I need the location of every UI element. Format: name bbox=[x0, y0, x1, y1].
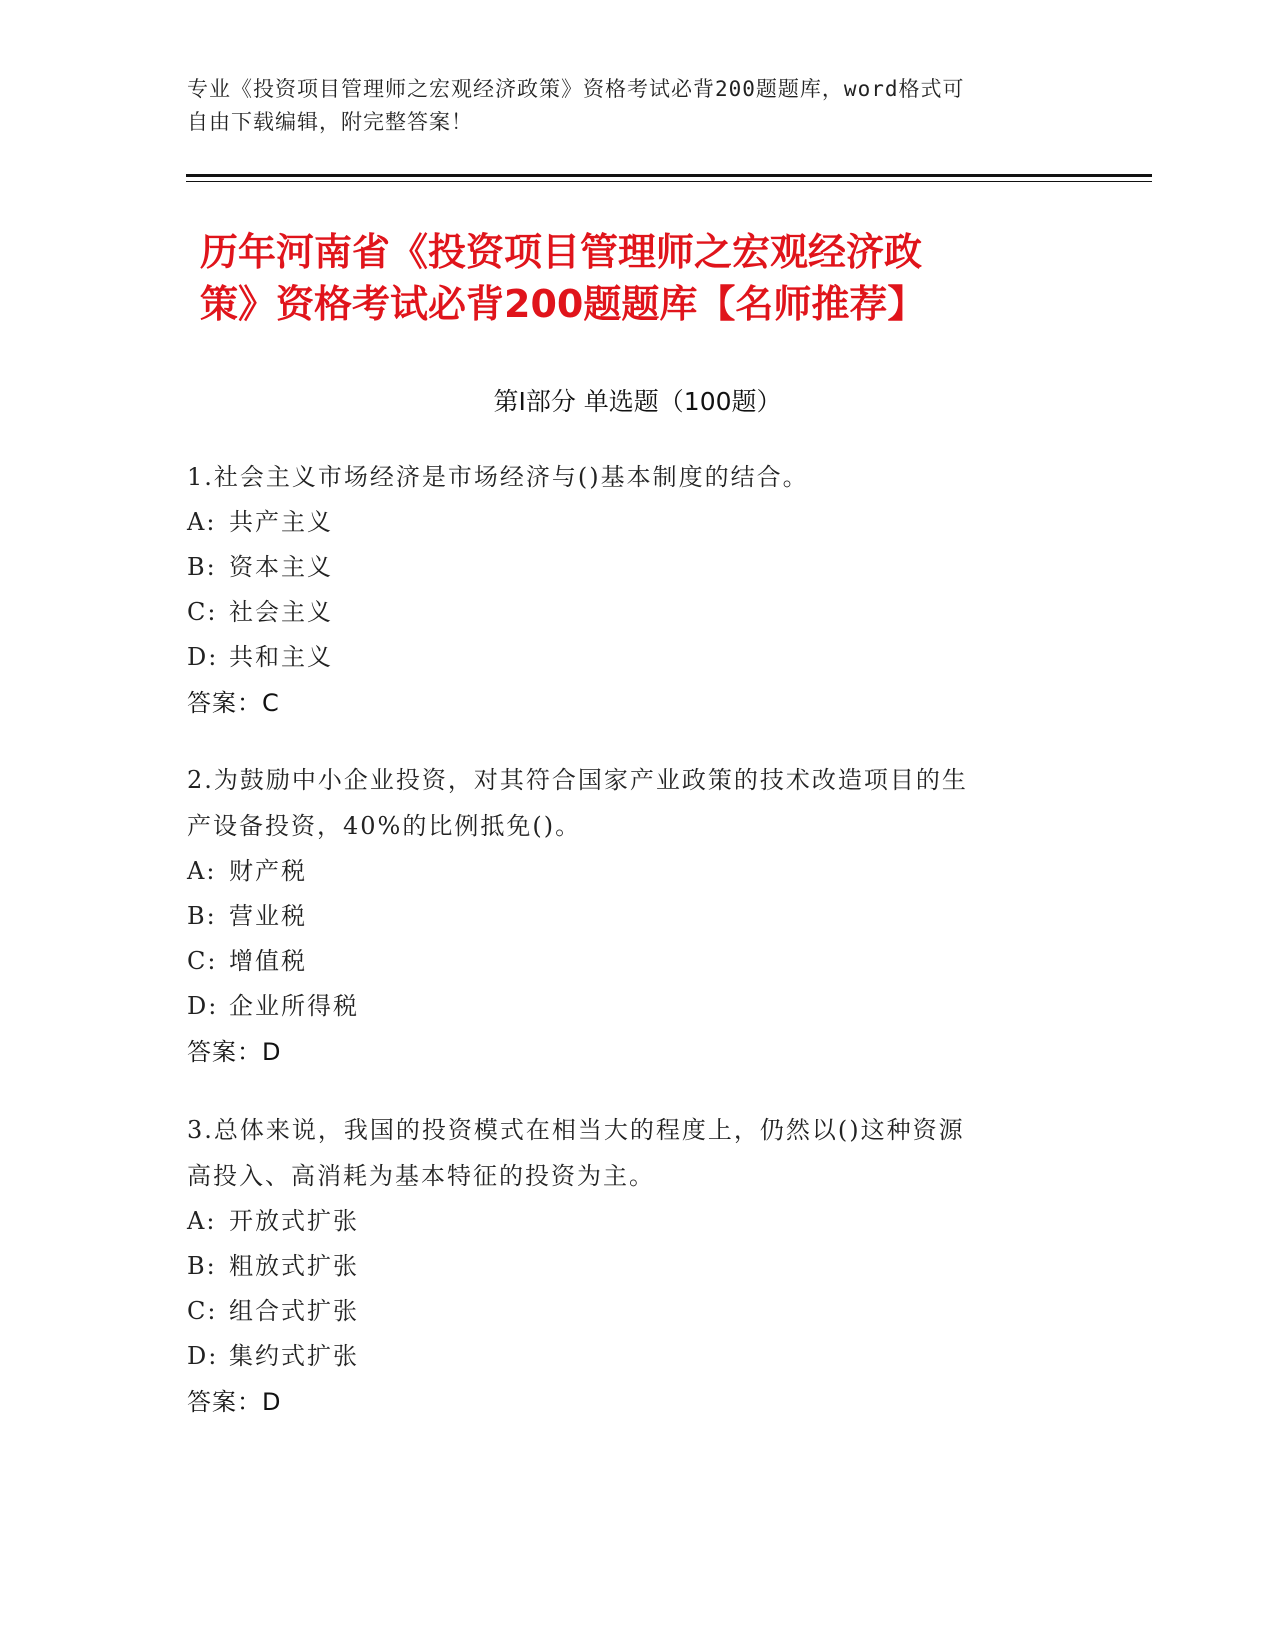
option-letter: B: bbox=[187, 553, 217, 581]
question-stem-line-1: 3.总体来说，我国的投资模式在相当大的程度上，仍然以()这种资源 bbox=[187, 1116, 965, 1144]
option-text: 增值税 bbox=[229, 947, 307, 975]
option-text: 开放式扩张 bbox=[229, 1207, 359, 1235]
option-a bbox=[187, 1199, 1067, 1244]
answer-label: 答案：D bbox=[187, 1038, 282, 1066]
option-c bbox=[187, 1289, 1067, 1334]
option-letter: D: bbox=[187, 992, 219, 1020]
option-c bbox=[187, 590, 1067, 635]
option-text: 财产税 bbox=[229, 857, 307, 885]
answer-label: 答案：C bbox=[187, 689, 280, 717]
option-letter: A: bbox=[187, 857, 217, 885]
question-stem-line-1: 2.为鼓励中小企业投资，对其符合国家产业政策的技术改造项目的生 bbox=[187, 766, 968, 794]
option-letter: A: bbox=[187, 1207, 217, 1235]
option-text: 组合式扩张 bbox=[229, 1297, 359, 1325]
question-1 bbox=[187, 454, 1067, 726]
option-letter: B: bbox=[187, 902, 217, 930]
option-d bbox=[187, 1334, 1067, 1379]
document-title bbox=[200, 226, 1080, 330]
option-letter: D: bbox=[187, 1342, 219, 1370]
question-stem-line-2: 高投入、高消耗为基本特征的投资为主。 bbox=[187, 1162, 655, 1190]
title-line-1: 历年河南省《投资项目管理师之宏观经济政 bbox=[200, 230, 923, 274]
section-heading: 第Ⅰ部分 单选题（100题） bbox=[493, 387, 782, 416]
title-line-2: 策》资格考试必背200题题库【名师推荐】 bbox=[200, 282, 926, 326]
option-d bbox=[187, 635, 1067, 680]
option-text: 企业所得税 bbox=[229, 992, 359, 1020]
option-letter: C: bbox=[187, 947, 218, 975]
answer-label: 答案：D bbox=[187, 1388, 282, 1416]
option-text: 营业税 bbox=[229, 902, 307, 930]
option-text: 共和主义 bbox=[229, 643, 333, 671]
header-divider-thin bbox=[186, 181, 1152, 182]
option-text: 粗放式扩张 bbox=[229, 1252, 359, 1280]
question-2 bbox=[187, 757, 1067, 1075]
header-line-2: 自由下载编辑，附完整答案！ bbox=[187, 110, 473, 134]
option-b bbox=[187, 894, 1067, 939]
option-text: 资本主义 bbox=[229, 553, 333, 581]
option-d bbox=[187, 984, 1067, 1029]
option-letter: B: bbox=[187, 1252, 217, 1280]
option-a bbox=[187, 500, 1067, 545]
option-c bbox=[187, 939, 1067, 984]
question-3 bbox=[187, 1107, 1067, 1425]
option-letter: D: bbox=[187, 643, 219, 671]
question-stem-line-2: 产设备投资，40%的比例抵免()。 bbox=[187, 812, 582, 840]
option-b bbox=[187, 1244, 1067, 1289]
header-line-1: 专业《投资项目管理师之宏观经济政策》资格考试必背200题题库，word格式可 bbox=[187, 77, 965, 101]
option-a bbox=[187, 849, 1067, 894]
header-divider-thick bbox=[186, 174, 1152, 177]
option-letter: A: bbox=[187, 508, 217, 536]
option-text: 共产主义 bbox=[229, 508, 333, 536]
option-text: 社会主义 bbox=[229, 598, 333, 626]
option-letter: C: bbox=[187, 598, 218, 626]
option-text: 集约式扩张 bbox=[229, 1342, 359, 1370]
option-letter: C: bbox=[187, 1297, 218, 1325]
document-header bbox=[187, 73, 1067, 139]
option-b bbox=[187, 545, 1067, 590]
question-stem: 1.社会主义市场经济是市场经济与()基本制度的结合。 bbox=[187, 463, 809, 491]
